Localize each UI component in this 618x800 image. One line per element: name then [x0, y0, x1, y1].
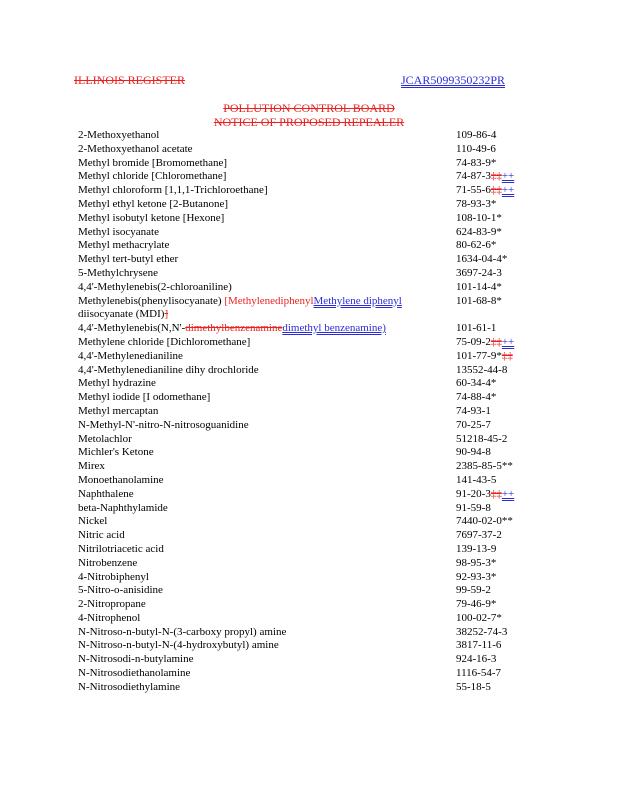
chemical-name [78, 350, 456, 364]
chemical-name [78, 170, 456, 184]
text-segment: 4-Nitrophenol [78, 611, 141, 624]
text-segment: Michler's Ketone [78, 446, 154, 459]
cas-number [456, 391, 496, 405]
text-segment: Methyl tert-butyl ether [78, 253, 179, 266]
table-row [78, 295, 558, 309]
table-row [78, 446, 558, 460]
text-segment: 71-55-6 [456, 184, 491, 197]
cas-number [456, 571, 496, 585]
deleted-text: ‡‡ [490, 335, 502, 348]
text-segment: 80-62-6* [456, 239, 497, 252]
chemical-name [78, 626, 456, 640]
chemical-name [78, 377, 456, 391]
cas-number [456, 267, 502, 281]
cas-number [456, 488, 514, 502]
cas-number [456, 515, 513, 529]
cas-number [456, 143, 496, 157]
text-segment: Methyl mercaptan [78, 404, 159, 417]
text-segment: Nitrobenzene [78, 556, 138, 569]
chemical-name [78, 336, 456, 350]
text-segment: 74-83-9* [456, 156, 497, 169]
chemical-name [78, 364, 456, 378]
text-segment: Methyl bromide [Bromomethane] [78, 156, 228, 169]
board-title: POLLUTION CONTROL BOARD [223, 101, 395, 115]
text-segment: 13552-44-8 [456, 363, 508, 376]
chemical-name [78, 295, 456, 309]
text-segment: Mirex [78, 460, 105, 473]
table-row [78, 681, 558, 695]
text-segment: N-Nitrosodiethanolamine [78, 667, 191, 680]
chemical-name [78, 446, 456, 460]
table-row [78, 598, 558, 612]
chemical-name [78, 488, 456, 502]
table-row [78, 584, 558, 598]
chemical-name [78, 584, 456, 598]
table-row [78, 129, 558, 143]
text-segment: N-Nitroso-n-butyl-N-(4-hydroxybutyl) amine [78, 639, 279, 652]
table-row [78, 308, 558, 322]
text-segment: 60-34-4* [456, 377, 497, 390]
table-row [78, 239, 558, 253]
cas-number [456, 336, 514, 350]
text-segment: N-Methyl-N'-nitro-N-nitrosoguanidine [78, 418, 249, 431]
text-segment: 2-Methoxyethanol acetate [78, 142, 193, 155]
table-row [78, 667, 558, 681]
header-register-title: ILLINOIS REGISTER [74, 73, 185, 87]
table-row [78, 281, 558, 295]
text-segment: 74-93-1 [456, 404, 491, 417]
text-segment: 3817-11-6 [456, 639, 502, 652]
table-row [78, 198, 558, 212]
deleted-text: ] [164, 308, 169, 321]
table-row [78, 157, 558, 171]
cas-number [456, 281, 502, 295]
chemical-name [78, 184, 456, 198]
text-segment: 92-93-3* [456, 570, 497, 583]
text-segment: Nickel [78, 515, 108, 528]
text-segment: 7697-37-2 [456, 529, 502, 542]
table-row [78, 502, 558, 516]
chemical-list [78, 129, 558, 695]
cas-number [456, 639, 501, 653]
chemical-name [78, 143, 456, 157]
text-segment: 110-49-6 [456, 142, 496, 155]
cas-number [456, 170, 514, 184]
text-segment: 5-Nitro-o-anisidine [78, 584, 163, 597]
text-segment: 2-Methoxyethanol [78, 129, 160, 141]
text-segment: N-Nitrosodi-n-butylamine [78, 653, 194, 666]
text-segment: 4,4'-Methylenebis(N,N'- [78, 322, 186, 335]
inserted-text: ++ [501, 170, 515, 183]
text-segment: 924-16-3 [456, 653, 497, 666]
deleted-text: dimethylbenzenamine [185, 322, 283, 335]
chemical-name [78, 433, 456, 447]
cas-number [456, 598, 496, 612]
inserted-text: ++ [501, 184, 515, 197]
text-segment: 91-20-3 [456, 487, 491, 500]
cas-number [456, 212, 502, 226]
table-row [78, 653, 558, 667]
text-segment: 4,4'-Methylenebis(2-chloroaniline) [78, 280, 232, 293]
table-row [78, 377, 558, 391]
table-row [78, 515, 558, 529]
text-segment: Methyl chloride [Chloromethane] [78, 170, 227, 183]
text-segment: Methyl hydrazine [78, 377, 156, 390]
cas-number [456, 322, 496, 336]
text-segment: 90-94-8 [456, 446, 491, 459]
chemical-name [78, 253, 456, 267]
text-segment: 4-Nitrobiphenyl [78, 570, 149, 583]
table-row [78, 419, 558, 433]
chemical-name [78, 515, 456, 529]
cas-number [456, 350, 513, 364]
table-row [78, 364, 558, 378]
cas-number [456, 626, 507, 640]
chemical-name [78, 405, 456, 419]
chemical-name [78, 612, 456, 626]
text-segment: 624-83-9* [456, 225, 502, 238]
text-segment: Monoethanolamine [78, 473, 164, 486]
text-segment: Methyl ethyl ketone [2-Butanone] [78, 197, 228, 210]
text-segment: 1116-54-7 [456, 667, 502, 680]
text-segment: 98-95-3* [456, 556, 497, 569]
text-segment: N-Nitrosodiethylamine [78, 680, 181, 693]
cas-number [456, 239, 496, 253]
text-segment: 101-14-4* [456, 280, 502, 293]
cas-number [456, 377, 496, 391]
chemical-name [78, 474, 456, 488]
cas-number [456, 529, 502, 543]
text-segment: N-Nitroso-n-butyl-N-(3-carboxy propyl) amine [78, 625, 287, 638]
cas-number [456, 653, 496, 667]
cas-number [456, 584, 491, 598]
text-segment: Methyl methacrylate [78, 239, 170, 252]
table-row [78, 474, 558, 488]
deleted-text: ‡‡ [501, 349, 513, 362]
table-row [78, 488, 558, 502]
text-segment: 51218-45-2 [456, 432, 508, 445]
chemical-name [78, 157, 456, 171]
cas-number [456, 364, 507, 378]
text-segment: Methyl chloroform [1,1,1-Trichloroethane] [78, 184, 268, 197]
chemical-name [78, 239, 456, 253]
cas-number [456, 433, 507, 447]
text-segment: 91-59-8 [456, 501, 491, 514]
chemical-name [78, 267, 456, 281]
text-segment: 74-87-3 [456, 170, 491, 183]
cas-number [456, 474, 496, 488]
chemical-name [78, 460, 456, 474]
cas-number [456, 502, 491, 516]
text-segment: Nitrilotriacetic acid [78, 542, 164, 555]
table-row [78, 557, 558, 571]
text-segment: 2385-85-5** [456, 460, 513, 473]
table-row [78, 543, 558, 557]
text-segment: beta-Naphthylamide [78, 501, 168, 514]
chemical-name [78, 681, 456, 695]
text-segment: Metolachlor [78, 432, 132, 445]
chemical-name [78, 571, 456, 585]
chemical-name [78, 226, 456, 240]
table-row [78, 612, 558, 626]
text-segment: 70-25-7 [456, 418, 491, 431]
text-segment: 101-68-8* [456, 294, 502, 307]
cas-number [456, 681, 491, 695]
text-segment: 141-43-5 [456, 473, 497, 486]
text-segment: 7440-02-0** [456, 515, 513, 528]
table-row [78, 226, 558, 240]
chemical-name [78, 281, 456, 295]
text-segment: 4,4'-Methylenedianiline dihy drochloride [78, 363, 259, 376]
notice-title: NOTICE OF PROPOSED REPEALER [213, 115, 405, 129]
cas-number [456, 446, 491, 460]
table-row [78, 529, 558, 543]
inserted-text: ++ [501, 487, 515, 500]
cas-number [456, 405, 491, 419]
table-row [78, 267, 558, 281]
table-row [78, 433, 558, 447]
chemical-name [78, 212, 456, 226]
chemical-name [78, 543, 456, 557]
text-segment: Methyl iodide [I odomethane] [78, 391, 211, 404]
table-row [78, 212, 558, 226]
text-segment: diisocyanate (MDI) [78, 308, 165, 321]
chemical-name [78, 391, 456, 405]
cas-number [456, 419, 491, 433]
text-segment: 109-86-4 [456, 129, 497, 141]
text-segment: Nitric acid [78, 529, 125, 542]
cas-number [456, 184, 514, 198]
cas-number [456, 157, 496, 171]
deleted-text: ‡‡ [490, 184, 502, 197]
text-segment: 139-13-9 [456, 542, 497, 555]
inserted-text: dimethyl benzenamine) [282, 322, 386, 335]
chemical-name [78, 322, 456, 336]
table-row [78, 460, 558, 474]
chemical-name [78, 653, 456, 667]
text-segment: 79-46-9* [456, 598, 497, 611]
text-segment: 55-18-5 [456, 680, 491, 693]
text-segment: 5-Methylchrysene [78, 266, 159, 279]
deleted-text: ‡‡ [490, 170, 502, 183]
table-row [78, 571, 558, 585]
table-row [78, 184, 558, 198]
text-segment: 99-59-2 [456, 584, 491, 597]
table-row [78, 405, 558, 419]
table-row [78, 391, 558, 405]
deleted-text: ‡‡ [490, 487, 502, 500]
text-segment: Methyl isobutyl ketone [Hexone] [78, 211, 225, 224]
chemical-name [78, 419, 456, 433]
text-segment: 74-88-4* [456, 391, 497, 404]
text-segment: 100-02-7* [456, 611, 502, 624]
table-row [78, 143, 558, 157]
cas-number [456, 198, 496, 212]
text-segment: 4,4'-Methylenedianiline [78, 349, 183, 362]
chemical-name [78, 667, 456, 681]
text-segment: 78-93-3* [456, 197, 497, 210]
cas-number [456, 557, 496, 571]
chemical-name [78, 639, 456, 653]
table-row [78, 170, 558, 184]
table-row [78, 253, 558, 267]
chemical-name [78, 129, 456, 143]
cas-number [456, 612, 502, 626]
revised-text: [Methylenediphenyl [224, 294, 314, 307]
cas-number [456, 543, 496, 557]
cas-number [456, 129, 496, 143]
text-segment: 108-10-1* [456, 211, 502, 224]
chemical-name [78, 529, 456, 543]
cas-number [456, 460, 513, 474]
text-segment: 1634-04-4* [456, 253, 508, 266]
text-segment: 75-09-2 [456, 335, 491, 348]
text-segment: Methylene chloride [Dichloromethane] [78, 335, 251, 348]
text-segment: Methylenebis(phenylisocyanate) [78, 294, 225, 307]
inserted-text: Methylene diphenyl [313, 294, 402, 307]
header-document-code: JCAR5099350232PR [401, 73, 506, 87]
text-segment: Naphthalene [78, 487, 134, 500]
cas-number [456, 226, 502, 240]
chemical-name [78, 557, 456, 571]
table-row [78, 350, 558, 364]
cas-number [456, 253, 507, 267]
table-row [78, 336, 558, 350]
chemical-name [78, 308, 456, 322]
text-segment: 38252-74-3 [456, 625, 508, 638]
chemical-name [78, 502, 456, 516]
text-segment: Methyl isocyanate [78, 225, 159, 238]
table-row [78, 322, 558, 336]
table-row [78, 626, 558, 640]
text-segment: 101-61-1 [456, 322, 497, 335]
text-segment: 3697-24-3 [456, 266, 502, 279]
table-row [78, 639, 558, 653]
cas-number [456, 295, 502, 309]
inserted-text: ++ [501, 335, 515, 348]
chemical-name [78, 198, 456, 212]
text-segment: 101-77-9* [456, 349, 502, 362]
chemical-name [78, 598, 456, 612]
cas-number [456, 667, 501, 681]
text-segment: 2-Nitropropane [78, 598, 146, 611]
